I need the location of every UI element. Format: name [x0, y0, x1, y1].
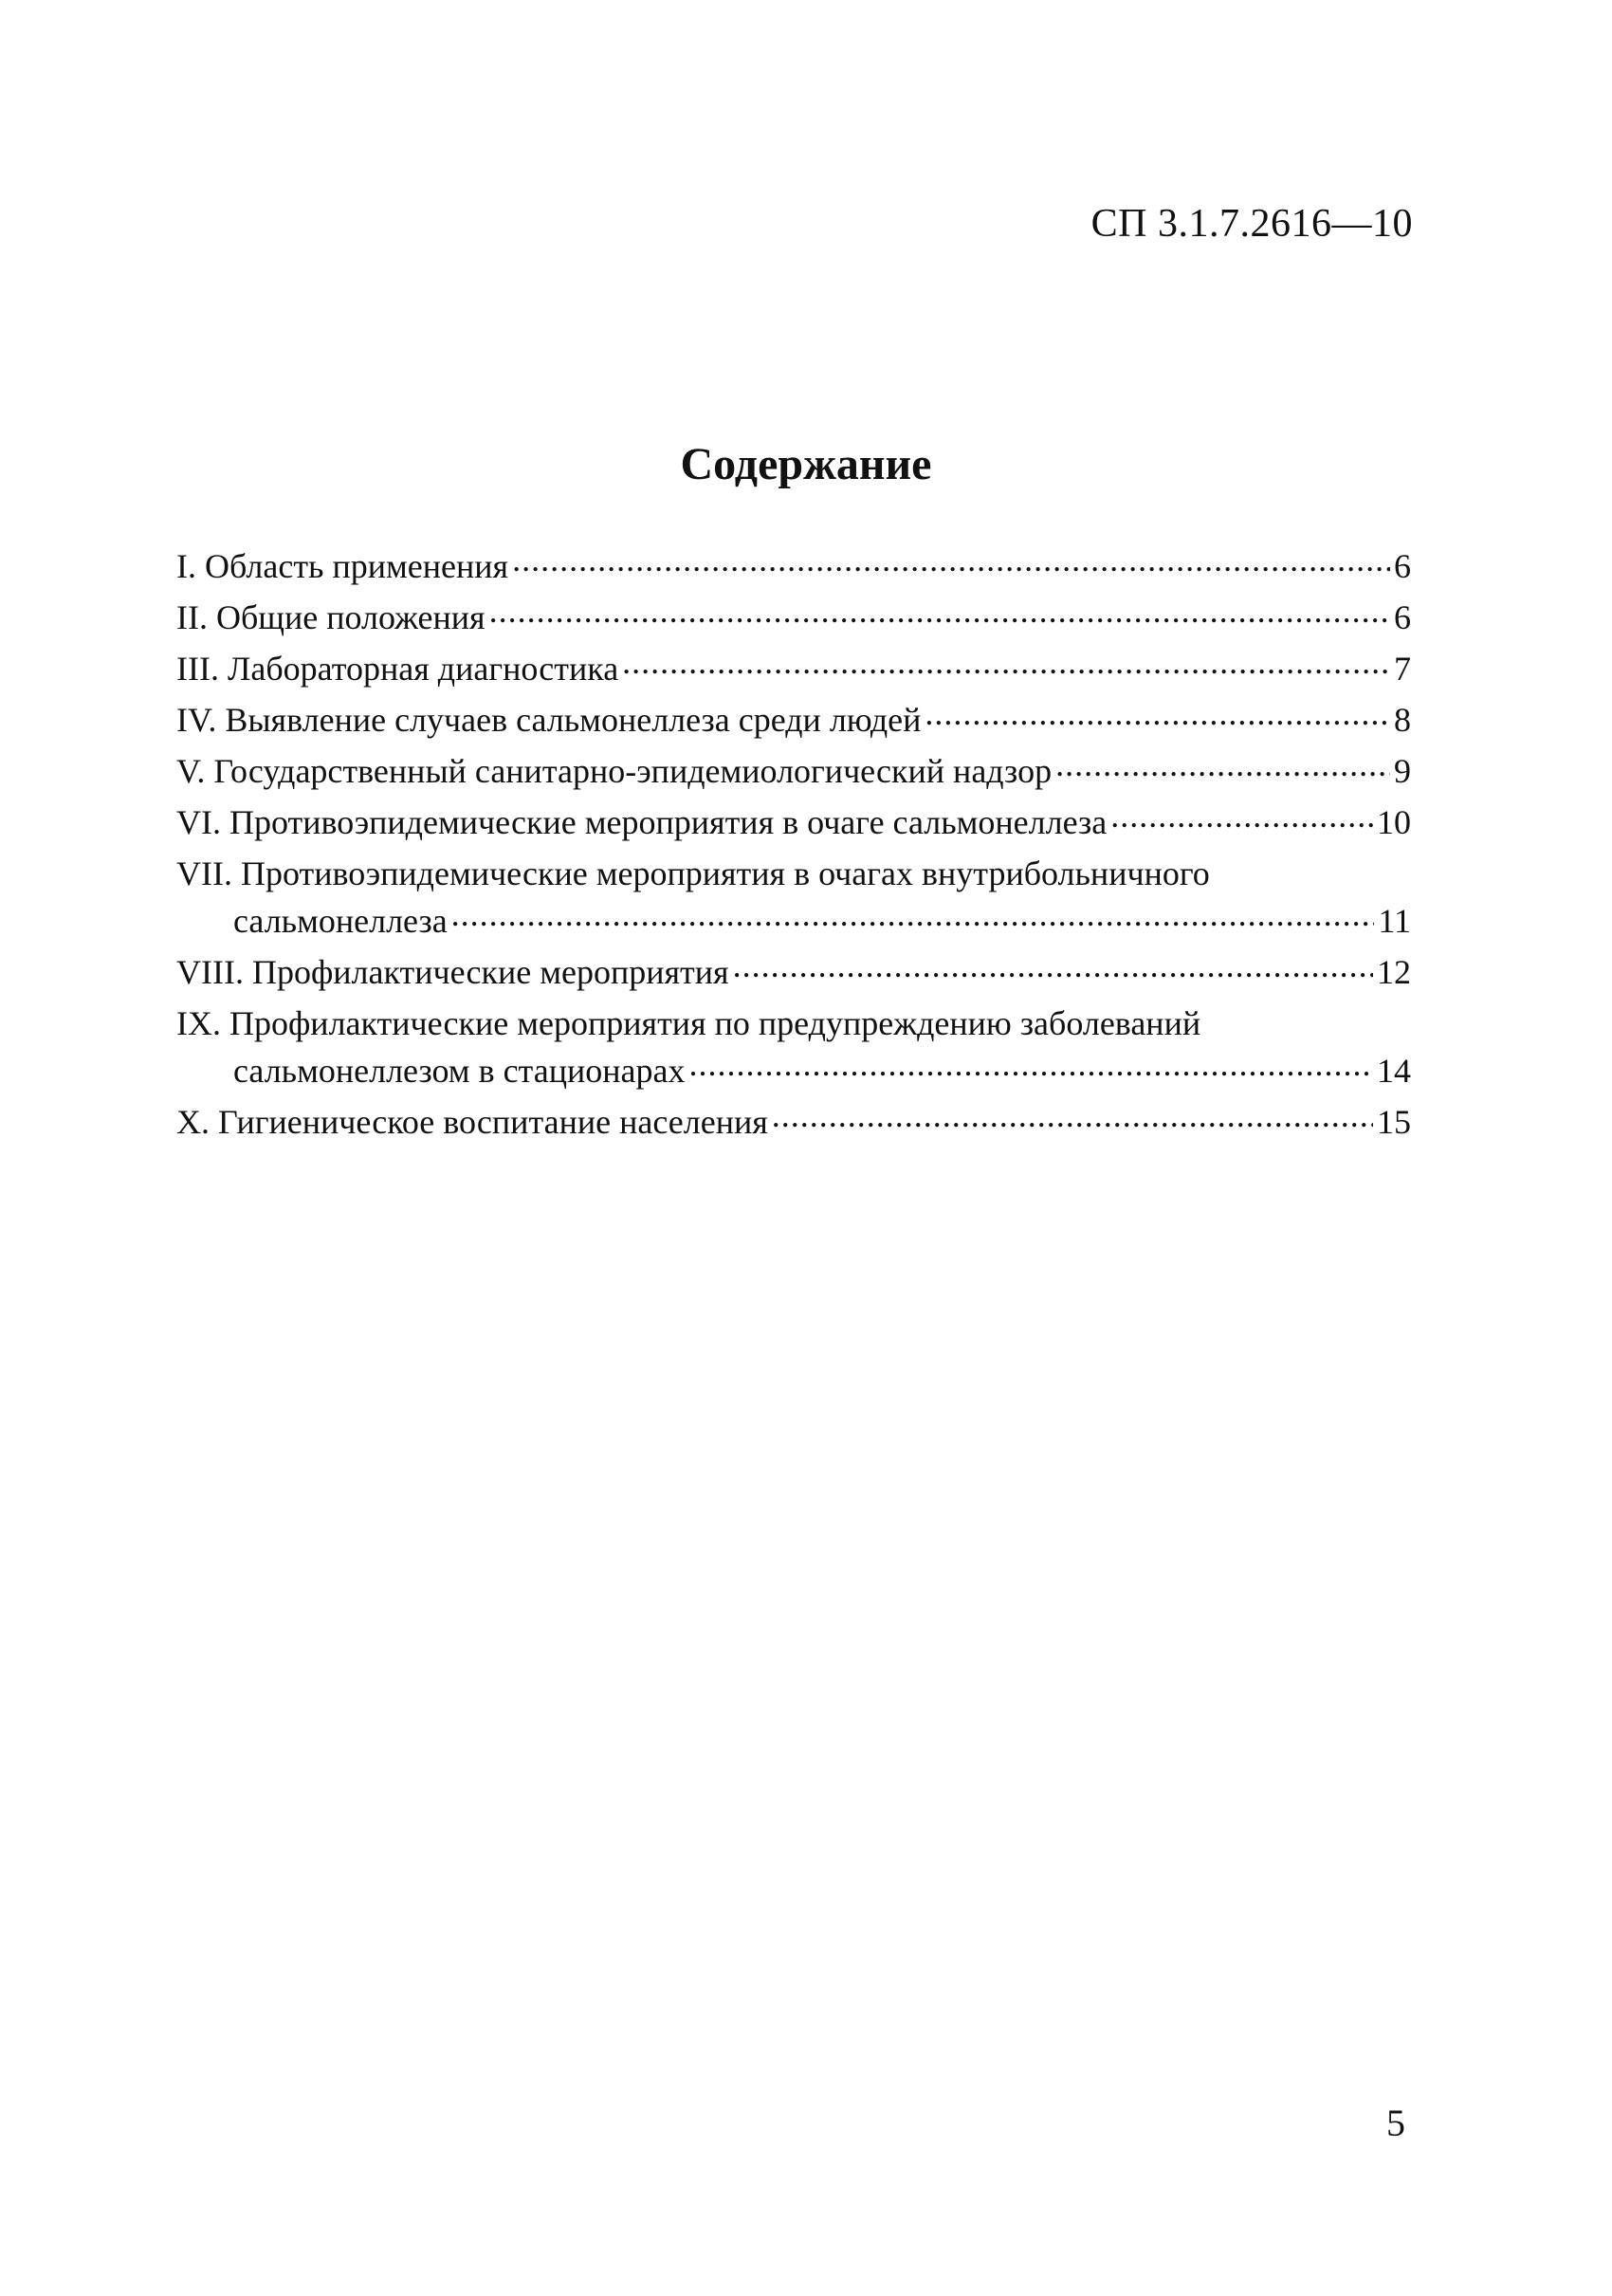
toc-dot-leader — [688, 1048, 1373, 1082]
toc-entry-line — [176, 542, 1411, 590]
toc-entry-line — [176, 897, 1411, 945]
toc-entry-line — [176, 594, 1411, 641]
toc-title: Содержание — [680, 439, 932, 489]
toc-entry-page: 7 — [1394, 650, 1411, 688]
toc-entry-title: IV. Выявление случаев сальмонеллеза среди людей — [176, 701, 922, 739]
page-number: 5 — [1386, 2102, 1405, 2144]
toc-dot-leader — [451, 898, 1375, 932]
toc-entry-title: сальмонеллезом в стационарах — [233, 1052, 686, 1090]
toc-entry-page: 6 — [1394, 598, 1411, 636]
toc-dot-leader — [772, 1099, 1373, 1133]
toc-entry-title: VIII. Профилактические мероприятия — [176, 953, 729, 991]
toc-entry-line — [176, 1098, 1411, 1146]
toc-entry-page: 12 — [1377, 953, 1411, 991]
toc-entry — [176, 799, 1411, 846]
toc-entry-page: 15 — [1377, 1103, 1411, 1141]
toc-dot-leader — [733, 949, 1373, 983]
toc-entry-line — [176, 747, 1411, 795]
toc-entry — [176, 594, 1411, 641]
toc-dot-leader — [925, 697, 1390, 731]
toc-dot-leader — [1055, 748, 1390, 782]
toc-dot-leader — [1110, 799, 1373, 834]
toc-entry-title: III. Лабораторная диагностика — [176, 650, 619, 688]
toc-dot-leader — [622, 646, 1390, 680]
toc-entry — [176, 542, 1411, 590]
toc-entry — [176, 1000, 1411, 1094]
toc-entry — [176, 747, 1411, 795]
toc-entry-page: 11 — [1378, 902, 1411, 940]
toc-entry-title: сальмонеллеза — [233, 902, 448, 940]
toc-dot-leader — [512, 543, 1390, 578]
toc-entry-title: X. Гигиеническое воспитание населения — [176, 1103, 768, 1141]
toc-entry-title: I. Область применения — [176, 547, 509, 585]
table-of-contents — [176, 542, 1411, 1149]
toc-entry — [176, 645, 1411, 692]
toc-entry-title: VII. Противоэпидемические мероприятия в очагах внутрибольничного — [176, 854, 1210, 892]
toc-entry-title: IX. Профилактические мероприятия по предупреждению заболеваний — [176, 1004, 1201, 1042]
toc-entry-page: 6 — [1394, 547, 1411, 585]
toc-entry-line — [176, 645, 1411, 692]
toc-entry — [176, 948, 1411, 996]
toc-entry-page: 10 — [1377, 803, 1411, 841]
toc-entry-page: 14 — [1377, 1052, 1411, 1090]
toc-dot-leader — [489, 595, 1390, 629]
toc-entry-title: V. Государственный санитарно-эпидемиологический надзор — [176, 752, 1053, 790]
toc-entry-page: 8 — [1394, 701, 1411, 739]
toc-entry-line — [176, 850, 1411, 897]
toc-entry-title: VI. Противоэпидемические мероприятия в очаге сальмонеллеза — [176, 803, 1108, 841]
toc-entry — [176, 1098, 1411, 1146]
document-code: СП 3.1.7.2616—10 — [1090, 202, 1413, 246]
toc-entry-line — [176, 799, 1411, 846]
toc-entry — [176, 696, 1411, 744]
toc-entry — [176, 850, 1411, 945]
toc-entry-line — [176, 948, 1411, 996]
toc-entry-page: 9 — [1394, 752, 1411, 790]
toc-entry-line — [176, 696, 1411, 744]
toc-entry-line — [176, 1000, 1411, 1047]
toc-entry-line — [176, 1047, 1411, 1094]
toc-entry-title: II. Общие положения — [176, 598, 485, 636]
